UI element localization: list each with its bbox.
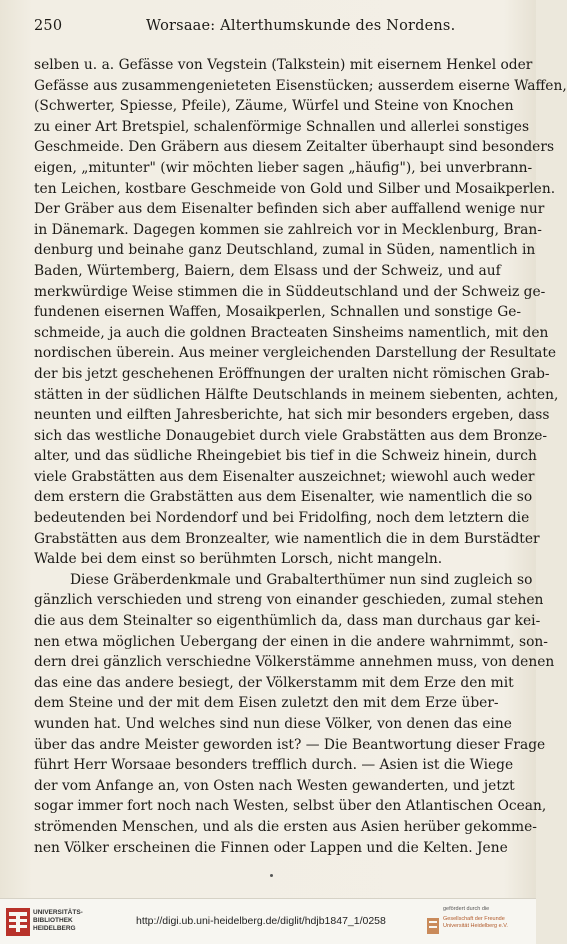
text-line: Der Gräber aus dem Eisenalter befinden sich aber auffallend wenige nur: [34, 201, 545, 218]
text-line: viele Grabstätten aus dem Eisenalter auszeichnet; wiewohl auch weder: [34, 468, 535, 485]
text-line: neunten und eilften Jahresberichte, hat sich mir besonders ergeben, dass: [34, 407, 550, 424]
sponsor-name-line: Universität Heidelberg e.V.: [443, 923, 508, 929]
page-header: [34, 18, 504, 38]
text-line: gänzlich verschieden und streng von einander geschieden, zumal stehen: [34, 592, 544, 609]
footer-bar: [0, 898, 536, 944]
text-line: Walde bei dem einst so berühmten Lorsch, nicht mangeln.: [34, 551, 443, 568]
university-name-line: UNIVERSITÄTS-: [33, 909, 83, 916]
text-line: das eine das andere besiegt, der Völkerstamm mit dem Erze den mit: [34, 674, 514, 691]
text-line: schmeide, ja auch die goldnen Bracteaten Sinsheims namentlich, mit den: [34, 324, 549, 341]
text-line: zu einer Art Bretspiel, schalenförmige Schnallen und allerlei sonstiges: [34, 118, 530, 135]
text-line: dern drei gänzlich verschiedne Völkerstämme annehmen muss, von denen: [34, 654, 555, 671]
text-line: Geschmeide. Den Gräbern aus diesem Zeitalter überhaupt sind besonders: [34, 139, 555, 156]
text-line: nen Völker erscheinen die Finnen oder Lappen und die Kelten. Jene: [34, 839, 508, 856]
text-line: sogar immer fort noch nach Westen, selbst über den Atlantischen Ocean,: [34, 798, 547, 815]
sponsor-name-line: Gesellschaft der Freunde: [443, 916, 505, 922]
text-line: denburg und beinahe ganz Deutschland, zumal in Süden, namentlich in: [34, 242, 536, 259]
sponsor-name: [443, 916, 508, 930]
running-head: Worsaae: Alterthumskunde des Nordens.: [146, 18, 456, 34]
text-line: dem Steine und der mit dem Eisen zuletzt den mit dem Erze über-: [34, 695, 499, 712]
text-line: über das andre Meister geworden ist? — Die Beantwortung dieser Frage: [34, 736, 546, 753]
text-line: alter, und das südliche Rheingebiet bis tief in die Schweiz hinein, durch: [34, 448, 537, 465]
university-name: [33, 909, 83, 933]
printer-mark: [270, 874, 273, 877]
text-line: stätten in der südlichen Hälfte Deutschlands in meinem siebenten, achten,: [34, 386, 559, 403]
text-line: wunden hat. Und welches sind nun diese Völker, von denen das eine: [34, 716, 512, 732]
sponsor-seal-icon: [426, 917, 440, 935]
text-line: Diese Gräberdenkmale und Grabalterthümer nun sind zugleich so: [70, 571, 533, 588]
text-line: die aus dem Steinalter so eigenthümlich da, dass man durchaus gar kei-: [34, 613, 541, 630]
text-line: führt Herr Worsaae besonders trefflich durch. — Asien ist die Wiege: [34, 757, 514, 774]
text-line: nen etwa möglichen Uebergang der einen in die andere wahrnimmt, son-: [34, 633, 548, 650]
text-line: nordischen überein. Aus meiner vergleichenden Darstellung der Resultate: [34, 345, 557, 362]
text-line: eigen, „mitunter" (wir möchten lieber sagen „häufig"), bei unverbrann-: [34, 159, 533, 176]
sponsor-label: gefördert durch die: [443, 906, 490, 912]
page-number: 250: [34, 18, 63, 34]
permalink-url[interactable]: http://digi.ub.uni-heidelberg.de/diglit/hdjb1847_1/0258: [136, 915, 386, 927]
body-text: [34, 55, 567, 858]
text-line: Baden, Würtemberg, Baiern, dem Elsass und der Schweiz, und auf: [34, 262, 501, 279]
text-line: in Dänemark. Dagegen kommen sie zahlreich vor in Mecklenburg, Bran-: [34, 221, 542, 238]
text-line: strömenden Menschen, und als die ersten aus Asien herüber gekomme-: [34, 818, 537, 835]
text-line: merkwürdige Weise stimmen die in Süddeutschland und der Schweiz ge-: [34, 283, 546, 300]
text-line: (Schwerter, Spiesse, Pfeile), Zäume, Würfel und Steine von Knochen: [34, 98, 514, 115]
university-name-line: BIBLIOTHEK: [33, 917, 73, 924]
text-line: fundenen eisernen Waffen, Mosaikperlen, Schnallen und sonstige Ge-: [34, 304, 522, 321]
text-line: sich das westliche Donaugebiet durch viele Grabstätten aus dem Bronze-: [34, 427, 548, 444]
university-seal-icon: [5, 907, 31, 937]
text-line: selben u. a. Gefässe von Vegstein (Talkstein) mit eisernem Henkel oder: [34, 57, 533, 73]
text-line: Grabstätten aus dem Bronzealter, wie namentlich die in dem Burstädter: [34, 530, 540, 547]
text-line: ten Leichen, kostbare Geschmeide von Gold und Silber und Mosaikperlen.: [34, 180, 556, 197]
text-line: der vom Anfange an, von Osten nach Westen gewanderten, und jetzt: [34, 777, 515, 794]
university-name-line: HEIDELBERG: [33, 925, 76, 932]
text-line: Gefässe aus zusammengenieteten Eisenstücken; ausserdem eiserne Waffen,: [34, 77, 567, 94]
text-line: der bis jetzt geschehenen Eröffnungen der uralten nicht römischen Grab-: [34, 365, 550, 382]
text-line: dem erstern die Grabstätten aus dem Eisenalter, wie namentlich die so: [34, 489, 533, 506]
text-line: bedeutenden bei Nordendorf und bei Fridolfing, noch dem letztern die: [34, 510, 530, 527]
